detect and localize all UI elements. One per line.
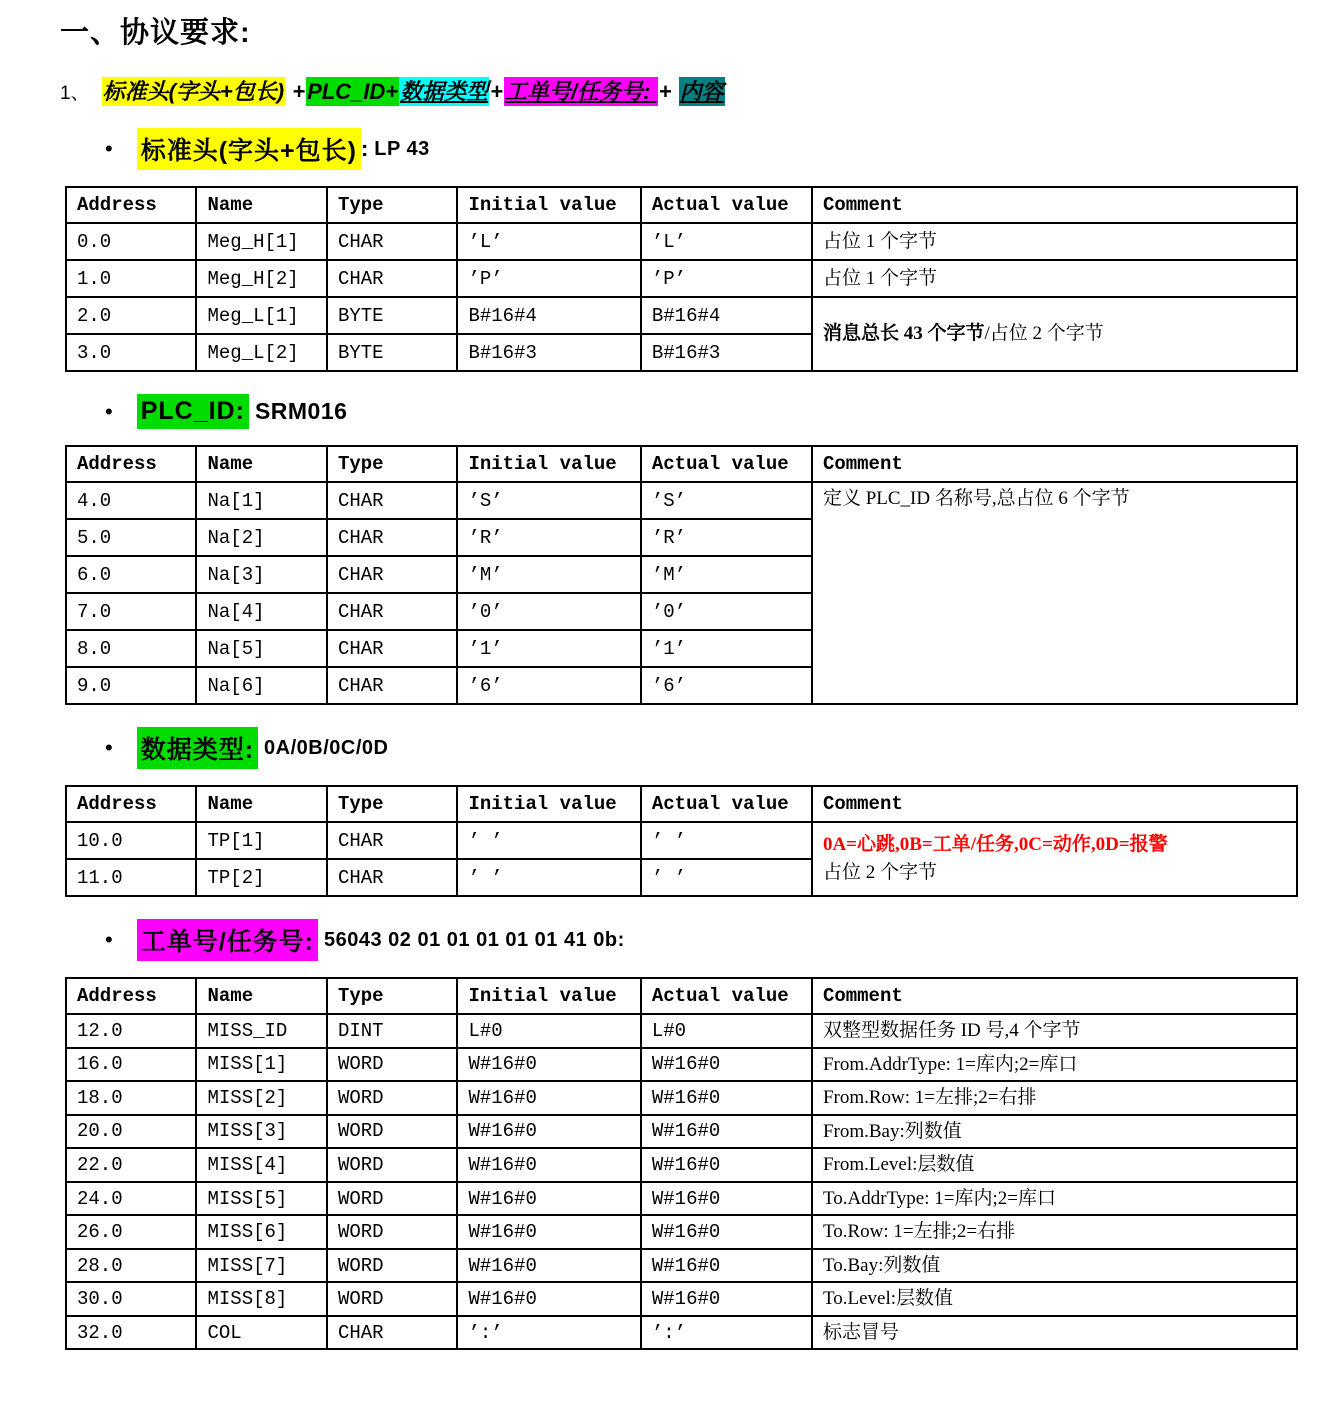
cell-type: WORD <box>327 1282 457 1316</box>
cell-address: 7.0 <box>66 593 196 630</box>
column-header-initial-value: Initial value <box>457 978 640 1014</box>
table-row <box>66 260 1297 297</box>
comment-text: /占位 2 个字节 <box>984 323 1104 345</box>
cell-type: CHAR <box>327 556 457 593</box>
cell-comment <box>812 1115 1297 1149</box>
cell-actual-value: ’M’ <box>641 556 812 593</box>
cell-type: CHAR <box>327 482 457 519</box>
cell-comment <box>812 1282 1297 1316</box>
cell-name: MISS[5] <box>196 1182 326 1216</box>
cell-name: COL <box>196 1316 326 1350</box>
column-header-initial-value: Initial value <box>457 446 640 482</box>
cell-comment <box>812 1014 1297 1048</box>
header-row <box>66 786 1297 822</box>
table-row <box>66 1182 1297 1216</box>
comment-text: To.AddrType: 1=库内;2=库口 <box>822 1187 1056 1209</box>
cell-address: 18.0 <box>66 1081 196 1115</box>
bullet-item <box>60 919 1344 961</box>
header-row <box>66 978 1297 1014</box>
formula-segment: PLC_ID+ <box>307 79 399 104</box>
table-row <box>66 1215 1297 1249</box>
cell-comment <box>812 1249 1297 1283</box>
cell-actual-value: ’:’ <box>641 1316 812 1350</box>
bullet-item <box>60 727 1344 769</box>
comment-text: 占位 2 个字节 <box>822 862 937 883</box>
cell-address: 30.0 <box>66 1282 196 1316</box>
cell-comment <box>812 1182 1297 1216</box>
bullet-icon: • <box>105 735 113 760</box>
cell-actual-value: W#16#0 <box>641 1282 812 1316</box>
cell-actual-value: ’ ’ <box>641 859 812 896</box>
comment-text: From.AddrType: 1=库内;2=库口 <box>822 1053 1078 1075</box>
cell-actual-value: ’ ’ <box>641 822 812 859</box>
bullet-icon: • <box>105 398 113 424</box>
cell-address: 20.0 <box>66 1115 196 1149</box>
cell-initial-value: W#16#0 <box>457 1282 640 1316</box>
cell-comment <box>812 1048 1297 1082</box>
column-header-type: Type <box>327 786 457 822</box>
cell-actual-value: ’S’ <box>641 482 812 519</box>
cell-initial-value: ’L’ <box>457 223 640 260</box>
column-header-address: Address <box>66 446 196 482</box>
column-header-type: Type <box>327 978 457 1014</box>
cell-initial-value: ’ ’ <box>457 859 640 896</box>
cell-address: 24.0 <box>66 1182 196 1216</box>
bullet-value: 56043 02 01 01 01 01 01 41 0b: <box>323 928 625 951</box>
column-header-address: Address <box>66 978 196 1014</box>
cell-initial-value: W#16#0 <box>457 1215 640 1249</box>
bullet-label: PLC_ID: <box>137 394 249 429</box>
cell-actual-value: W#16#0 <box>641 1148 812 1182</box>
comment-text: 标志冒号 <box>822 1321 899 1343</box>
cell-actual-value: B#16#3 <box>641 334 812 371</box>
cell-type: WORD <box>327 1249 457 1283</box>
comment-text: To.Bay:列数值 <box>822 1254 941 1276</box>
column-header-comment: Comment <box>812 187 1297 223</box>
cell-address: 22.0 <box>66 1148 196 1182</box>
cell-type: WORD <box>327 1115 457 1149</box>
formula-segment: + <box>658 79 678 104</box>
cell-type: CHAR <box>327 822 457 859</box>
cell-initial-value: W#16#0 <box>457 1182 640 1216</box>
table-row <box>66 1249 1297 1283</box>
cell-address: 32.0 <box>66 1316 196 1350</box>
cell-name: MISS[2] <box>196 1081 326 1115</box>
formula-segment: + <box>286 79 306 104</box>
cell-address: 2.0 <box>66 297 196 334</box>
cell-type: CHAR <box>327 630 457 667</box>
table-row <box>66 1048 1297 1082</box>
cell-name: MISS[7] <box>196 1249 326 1283</box>
section-data-type <box>60 727 1344 897</box>
column-header-comment: Comment <box>812 446 1297 482</box>
cell-type: CHAR <box>327 593 457 630</box>
cell-name: Na[4] <box>196 593 326 630</box>
bullet-value: SRM016 <box>254 398 348 424</box>
cell-initial-value: ’R’ <box>457 519 640 556</box>
formula-segment: 标准头(字头+包长) <box>102 79 285 104</box>
cell-name: MISS[8] <box>196 1282 326 1316</box>
cell-type: CHAR <box>327 1316 457 1350</box>
formula-item-number: 1、 <box>60 83 90 104</box>
comment-text: 双整型数据任务 ID 号,4 个字节 <box>822 1020 1081 1041</box>
cell-initial-value: ’ ’ <box>457 822 640 859</box>
header-row <box>66 446 1297 482</box>
header-row <box>66 187 1297 223</box>
cell-actual-value: ’R’ <box>641 519 812 556</box>
column-header-name: Name <box>196 786 326 822</box>
cell-comment <box>812 1148 1297 1182</box>
cell-initial-value: ’:’ <box>457 1316 640 1350</box>
table-plc-id <box>65 445 1298 705</box>
cell-name: Meg_L[2] <box>196 334 326 371</box>
comment-text: 消息总长 43 个字节 <box>822 323 985 345</box>
cell-initial-value: L#0 <box>457 1014 640 1048</box>
formula-segments <box>102 81 725 104</box>
cell-name: MISS[4] <box>196 1148 326 1182</box>
cell-name: Na[3] <box>196 556 326 593</box>
cell-address: 0.0 <box>66 223 196 260</box>
cell-initial-value: ’0’ <box>457 593 640 630</box>
cell-name: Na[1] <box>196 482 326 519</box>
bullet-colon: : <box>360 136 369 161</box>
cell-address: 5.0 <box>66 519 196 556</box>
column-header-comment: Comment <box>812 978 1297 1014</box>
comment-text: 占位 1 个字节 <box>822 267 937 289</box>
cell-actual-value: W#16#0 <box>641 1249 812 1283</box>
bullet-value: LP 43 <box>374 137 430 160</box>
cell-initial-value: W#16#0 <box>457 1048 640 1082</box>
column-header-actual-value: Actual value <box>641 978 812 1014</box>
cell-comment <box>812 822 1297 896</box>
comment-text: From.Row: 1=左排;2=右排 <box>822 1087 1037 1109</box>
cell-actual-value: ’6’ <box>641 667 812 704</box>
cell-name: MISS_ID <box>196 1014 326 1048</box>
cell-actual-value: B#16#4 <box>641 297 812 334</box>
cell-comment <box>812 223 1297 260</box>
column-header-name: Name <box>196 187 326 223</box>
comment-text: From.Bay:列数值 <box>822 1120 962 1142</box>
protocol-formula <box>60 75 1344 106</box>
column-header-name: Name <box>196 446 326 482</box>
cell-initial-value: B#16#3 <box>457 334 640 371</box>
column-header-initial-value: Initial value <box>457 786 640 822</box>
section-work-order <box>60 919 1344 1350</box>
cell-initial-value: ’6’ <box>457 667 640 704</box>
column-header-comment: Comment <box>812 786 1297 822</box>
cell-initial-value: W#16#0 <box>457 1148 640 1182</box>
column-header-type: Type <box>327 187 457 223</box>
cell-type: WORD <box>327 1182 457 1216</box>
comment-text: 0A=心跳,0B=工单/任务,0C=动作,0D=报警 <box>822 834 1168 856</box>
cell-address: 9.0 <box>66 667 196 704</box>
cell-initial-value: ’M’ <box>457 556 640 593</box>
table-row <box>66 1081 1297 1115</box>
cell-initial-value: ’P’ <box>457 260 640 297</box>
bullet-item <box>60 128 1344 170</box>
section-title: 一、协议要求: <box>60 17 251 49</box>
table-row <box>66 482 1297 519</box>
cell-name: Na[5] <box>196 630 326 667</box>
formula-segment: 内容 <box>679 79 724 104</box>
formula-segment: 工单号/任务号: <box>505 79 657 104</box>
cell-actual-value: W#16#0 <box>641 1048 812 1082</box>
cell-address: 3.0 <box>66 334 196 371</box>
table-row <box>66 822 1297 859</box>
table-row <box>66 1282 1297 1316</box>
cell-type: CHAR <box>327 260 457 297</box>
column-header-type: Type <box>327 446 457 482</box>
bullet-label: 数据类型: <box>137 727 258 769</box>
cell-type: BYTE <box>327 334 457 371</box>
comment-text: To.Row: 1=左排;2=右排 <box>822 1221 1016 1243</box>
cell-address: 1.0 <box>66 260 196 297</box>
table-row <box>66 1014 1297 1048</box>
formula-segment: 数据类型 <box>400 79 489 104</box>
cell-comment <box>812 1081 1297 1115</box>
cell-type: WORD <box>327 1215 457 1249</box>
table-row <box>66 1148 1297 1182</box>
column-header-address: Address <box>66 786 196 822</box>
cell-type: DINT <box>327 1014 457 1048</box>
cell-type: WORD <box>327 1148 457 1182</box>
column-header-address: Address <box>66 187 196 223</box>
cell-initial-value: W#16#0 <box>457 1249 640 1283</box>
cell-type: BYTE <box>327 297 457 334</box>
bullet-icon: • <box>105 136 113 161</box>
cell-name: Meg_H[2] <box>196 260 326 297</box>
comment-text: 定义 PLC_ID 名称号,总占位 6 个字节 <box>822 488 1130 509</box>
cell-address: 6.0 <box>66 556 196 593</box>
cell-address: 12.0 <box>66 1014 196 1048</box>
cell-initial-value: ’S’ <box>457 482 640 519</box>
column-header-actual-value: Actual value <box>641 446 812 482</box>
cell-comment <box>812 1316 1297 1350</box>
comment-text: From.Level:层数值 <box>822 1154 975 1176</box>
cell-actual-value: ’1’ <box>641 630 812 667</box>
bullet-label: 工单号/任务号: <box>137 919 318 961</box>
table-row <box>66 297 1297 334</box>
table-data-type <box>65 785 1298 897</box>
cell-actual-value: W#16#0 <box>641 1182 812 1216</box>
cell-name: TP[1] <box>196 822 326 859</box>
cell-name: TP[2] <box>196 859 326 896</box>
cell-name: MISS[1] <box>196 1048 326 1082</box>
cell-actual-value: L#0 <box>641 1014 812 1048</box>
cell-name: Na[2] <box>196 519 326 556</box>
bullet-value: 0A/0B/0C/0D <box>264 736 389 759</box>
formula-segment: + <box>490 79 504 104</box>
cell-comment <box>812 1215 1297 1249</box>
cell-name: MISS[3] <box>196 1115 326 1149</box>
cell-address: 28.0 <box>66 1249 196 1283</box>
comment-text: To.Level:层数值 <box>822 1288 954 1310</box>
cell-name: Meg_H[1] <box>196 223 326 260</box>
cell-actual-value: ’L’ <box>641 223 812 260</box>
column-header-actual-value: Actual value <box>641 786 812 822</box>
cell-address: 10.0 <box>66 822 196 859</box>
cell-actual-value: W#16#0 <box>641 1081 812 1115</box>
cell-actual-value: ’P’ <box>641 260 812 297</box>
bullet-item <box>60 394 1344 429</box>
column-header-initial-value: Initial value <box>457 187 640 223</box>
bullet-label: 标准头(字头+包长) <box>137 128 361 170</box>
cell-address: 26.0 <box>66 1215 196 1249</box>
cell-name: Meg_L[1] <box>196 297 326 334</box>
section-standard-header <box>60 128 1344 372</box>
cell-type: CHAR <box>327 519 457 556</box>
column-header-actual-value: Actual value <box>641 187 812 223</box>
cell-comment <box>812 260 1297 297</box>
cell-initial-value: W#16#0 <box>457 1081 640 1115</box>
cell-address: 11.0 <box>66 859 196 896</box>
cell-actual-value: ’0’ <box>641 593 812 630</box>
cell-address: 4.0 <box>66 482 196 519</box>
table-row <box>66 1316 1297 1350</box>
cell-type: WORD <box>327 1048 457 1082</box>
cell-actual-value: W#16#0 <box>641 1215 812 1249</box>
cell-actual-value: W#16#0 <box>641 1115 812 1149</box>
table-row <box>66 1115 1297 1149</box>
table-standard-header <box>65 186 1298 372</box>
cell-comment <box>812 297 1297 371</box>
cell-initial-value: B#16#4 <box>457 297 640 334</box>
cell-type: CHAR <box>327 223 457 260</box>
cell-initial-value: W#16#0 <box>457 1115 640 1149</box>
column-header-name: Name <box>196 978 326 1014</box>
bullet-icon: • <box>105 927 113 952</box>
cell-name: MISS[6] <box>196 1215 326 1249</box>
cell-type: CHAR <box>327 667 457 704</box>
section-plc-id <box>60 394 1344 705</box>
cell-initial-value: ’1’ <box>457 630 640 667</box>
table-row <box>66 223 1297 260</box>
comment-text: 占位 1 个字节 <box>822 230 937 252</box>
cell-type: CHAR <box>327 859 457 896</box>
cell-address: 8.0 <box>66 630 196 667</box>
cell-address: 16.0 <box>66 1048 196 1082</box>
cell-type: WORD <box>327 1081 457 1115</box>
cell-name: Na[6] <box>196 667 326 704</box>
cell-comment <box>812 482 1297 704</box>
table-work-order <box>65 977 1298 1350</box>
